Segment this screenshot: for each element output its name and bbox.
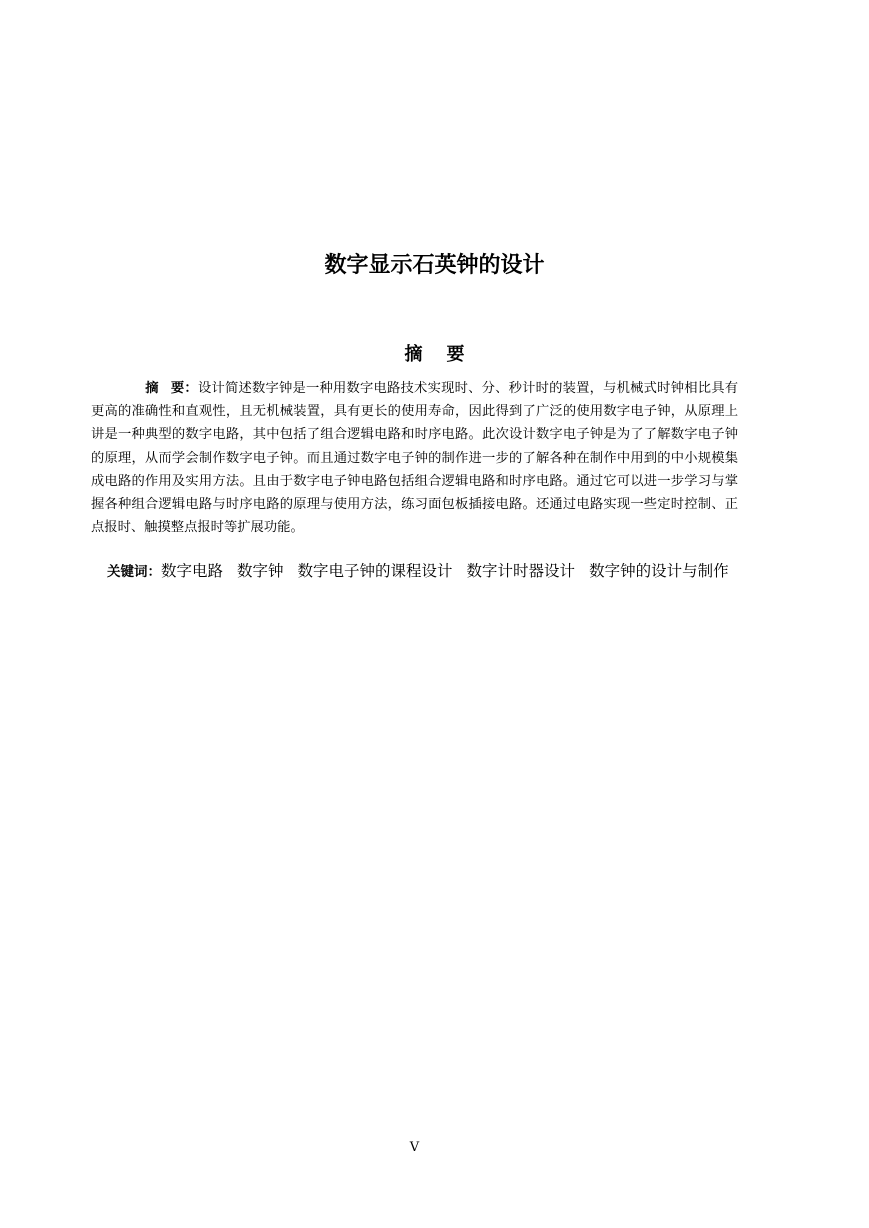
keywords-label: 关键词： <box>107 564 161 580</box>
keyword-item: 数字电路 <box>161 562 224 580</box>
abstract-label-left: 摘 <box>145 381 159 396</box>
document-title: 数字显示石英钟的设计 <box>324 252 545 278</box>
abstract-label-right: 要： <box>170 381 198 396</box>
keyword-item: 数字钟的设计与制作 <box>589 562 729 580</box>
abstract-paragraph <box>91 377 738 539</box>
abstract-heading-left: 摘 <box>404 344 423 365</box>
keyword-item: 数字电子钟的课程设计 <box>297 562 453 580</box>
abstract-heading-right: 要 <box>446 344 465 365</box>
abstract-heading <box>0 342 869 368</box>
abstract-label <box>145 381 198 396</box>
keywords-line <box>91 560 743 583</box>
abstract-text: 设计简述数字钟是一种用数字电路技术实现时、分、秒计时的装置，与机械式时钟相比具有更高的准确性和直观性，且无机械装置，具有更长的使用寿命，因此得到了广泛的使用数字电子钟，从原理上讲是一种典型的数字电路，其中包括了组合逻辑电路和时序电路。此次设计数字电子钟是为了了解数字电子钟的原理，从而学会制作数字电子钟。而且通过数字电子钟的制作进一步的了解各种在制作中用到的中小规模集成电路的作用及实用方法。且由于数字电子钟电路包括组合逻辑电路和时序电路。通过它可以进一步学习与掌握各种组合逻辑电路与时序电路的原理与使用方法，练习面包板插接电路。还通过电路实现一些定时控制、正点报时、触摸整点报时等扩展功能。 <box>91 381 739 536</box>
keyword-item: 数字钟 <box>237 562 284 580</box>
page-number: V <box>409 1140 420 1155</box>
keyword-item: 数字计时器设计 <box>466 562 576 580</box>
